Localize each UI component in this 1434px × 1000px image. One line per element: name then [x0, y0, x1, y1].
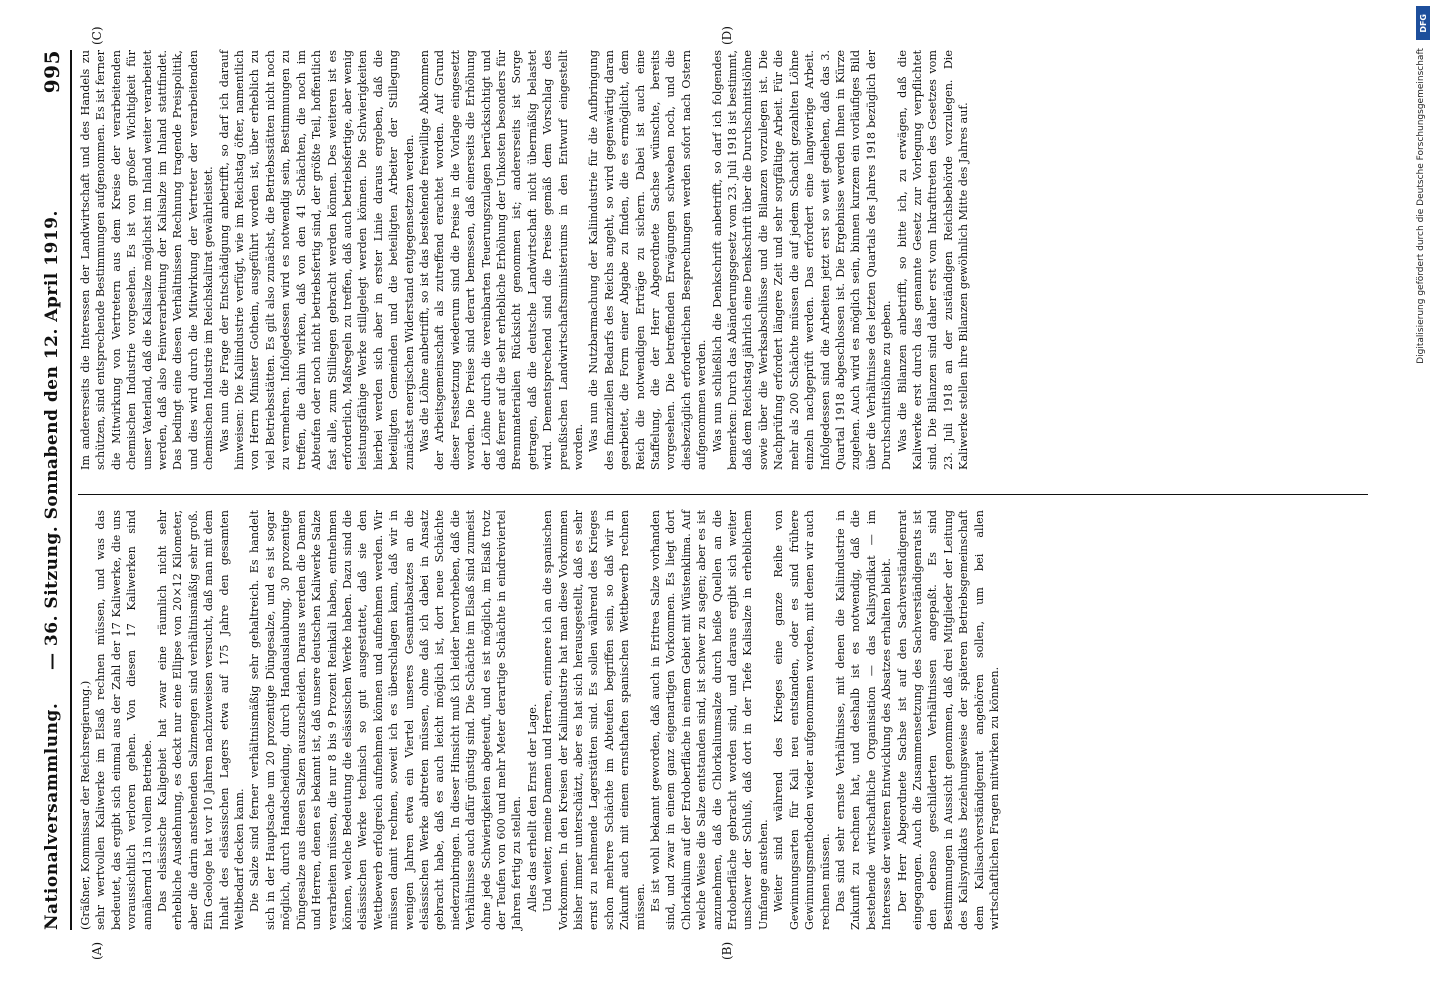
margin-mark-d: (D)	[720, 26, 734, 45]
paragraph: Weiter sind während des Krieges eine ganze Reihe von Gewinnungsarten für Kali neu entstanden, oder es sind frühere Gewinnungsmethoden wieder aufgenommen worden, mit denen wir auch rechnen müssen.	[772, 510, 832, 930]
digitization-note: Digitalisierung gefördert durch die Deutsche Forschungsgemeinschaft	[1416, 48, 1426, 364]
paragraph: Und weiter, meine Damen und Herren, erinnere ich an die spanischen Vorkommen. In den Kreisen der Kaliindustrie hat man diese Vorkommen bisher immer unterschätzt, aber es hat sich herausgestellt, daß es sehr ernst zu nehmende Lagerstätten sind. Es sollen während des Krieges schon mehrere Schächte im Abteufen begriffen sein, so daß wir in Zukunft auch mit einem ernsthaften spanischen Wettbewerb rechnen müssen.	[541, 510, 647, 930]
paragraph: sehr wertvollen Kaliwerke im Elsaß rechnen müssen, und was das bedeutet, das ergibt sich einmal aus der Zahl der 17 Kaliwerke, die uns voraussichtlich verloren gehen. Von diesen 17 Kaliwerken sind annähernd 13 in vollem Betriebe.	[94, 510, 154, 930]
paragraph: Das sind sehr ernste Verhältnisse, mit denen die Kaliindustrie in Zukunft zu rechnen hat, und deshalb ist es notwendig, daß die bestehende wirtschaftliche Organisation — das Kalisyndikat — im Interesse der weiteren Entwicklung des Absatzes erhalten bleibt.	[833, 510, 894, 930]
paragraph: Das elsässische Kaligebiet hat zwar eine räumlich nicht sehr erhebliche Ausdehnung, es deckt nur eine Ellipse von 20×12 Kilometer, aber die darin anstehenden Salzmengen sind verhältnismäßig sehr groß. Ein Geologe hat vor 10 Jahren nachzuweisen versucht, daß man mit dem Inhalt des elsässischen Lagers etwa auf 175 Jahre den gesamten Weltbedarf decken kann.	[156, 510, 247, 930]
left-column	[78, 510, 1378, 930]
paragraph: Der Herr Abgeordnete Sachse ist auf den Sachverständigenrat eingegangen. Auch die Zusammensetzung des Sachverständigenrats ist den ebenso geschilderten Verhältnissen angepaßt. Es sind Bestimmungen in Aussicht genommen, daß drei Mitglieder der Leitung des Kalisyndikats beziehungsweise der späteren Betriebsgemeinschaft dem Kalisachverständigenrat angehören sollen, um bei allen wirtschaftlichen Fragen mitwirken zu können.	[895, 510, 1001, 930]
header-center: — 36. Sitzung. Sonnabend den 12. April 1919.	[42, 210, 62, 670]
paragraph: Die Salze sind ferner verhältnismäßig sehr gehaltreich. Es handelt sich in der Hauptsache um 20 prozentige Düngesalze, und es ist sogar möglich, durch Handscheidung, durch Handauslaubung, 30 prozentige Düngesalze aus diesen Salzen auszuscheiden. Daraus werden die Damen und Herren, denen es bekannt ist, daß unsere deutschen Kaliwerke Salze verarbeiten müssen, die nur 8 bis 9 Prozent Reinkali haben, entnehmen können, welche Bedeutung die elsässischen Werke haben. Dazu sind die elsässischen Werke technisch so gut ausgestattet, daß sie den Wettbewerb erfolgreich aufnehmen können und aufnehmen werden. Wir müssen damit rechnen, soweit ich es überschlagen kann, daß wir in wenigen Jahren etwa ein Viertel unseres Gesamtabsatzes an die elsässischen Werke abtreten müssen, ohne daß ich dabei in Ansatz gebracht habe, daß es auch leicht möglich ist, dort neue Schächte niederzubringen. In dieser Hinsicht muß ich leider hervorheben, daß die Verhältnisse auch dafür günstig sind. Die Schächte im Elsaß sind zumeist ohne jede Schwierigkeiten abgeteuft, und es ist möglich, im Elsaß trotz der Teufen von 600 und mehr Meter derartige Schächte in eindreiviertel Jahren fertig zu stellen.	[248, 510, 524, 930]
header-rule	[70, 50, 72, 930]
margin-mark-b: (B)	[720, 941, 734, 960]
page-number: 995	[40, 50, 64, 94]
paragraph: (Gräßner, Kommissar der Reichsregierung.)	[79, 680, 92, 930]
paragraph: Was nun die Frage der Entschädigung anbetrifft, so darf ich darauf hinweisen: Die Kaliindustrie verfügt, wie im Reichstag öfter, namentlich von Herrn Minister Gothein, ausgeführt worden ist, über erheblich zu viel Betriebsstätten. Es gilt also zunächst, die Betriebsstätten nicht noch zu vermehren. Infolgedessen wird es notwendig sein, Bestimmungen zu treffen, die dahin wirken, daß von den 41 Schächten, die noch im Abteufen oder noch nicht betriebsfertig sind, der größte Teil, hoffentlich fast alle, zum Stilliegen gebracht werden können. Des weiteren ist es erforderlich, Maßregeln zu treffen, daß auch betriebsfertige, aber wenig leistungsfähige Werke stillgelegt werden können. Die Schwierigkeiten hierbei werden sich aber in erster Linie daraus ergeben, daß die beteiligten Gemeinden und die beteiligten Arbeiter der Stillegung zunächst energischen Widerstand entgegensetzen werden.	[217, 50, 416, 470]
margin-mark-c: (C)	[90, 26, 104, 45]
dfg-logo	[1416, 6, 1430, 40]
paragraph: Es ist wohl bekannt geworden, daß auch in Eritrea Salze vorhanden sind, und zwar in einem ganz eigenartigen Vorkommen. Es liegt dort Chlorkalium auf der Erdoberfläche in einem Gebiet mit Wüstenklima. Auf welche Weise die Salze entstanden sind, ist schwer zu sagen; aber es ist anzunehmen, daß die Chlorkaliumsalze durch heiße Quellen an die Erdoberfläche gebracht worden sind, und daraus ergibt sich weiter unschwer der Schluß, daß dort in der Tiefe Kalisalze in erheblichem Umfange anstehen.	[649, 510, 770, 930]
paragraph: Was die Bilanzen anbetrifft, so bitte ich, zu erwägen, daß die Kaliwerke erst durch das genannte Gesetz zur Vorlegung verpflichtet sind. Die Bilanzen sind daher erst vom Inkrafttreten des Gesetzes vom 23. Juli 1918 an der zuständigen Reichsbehörde vorzulegen. Die Kaliwerke stellen ihre Bilanzen gewöhnlich Mitte des Jahres auf.	[895, 50, 971, 470]
header-left: Nationalversammlung.	[42, 702, 62, 930]
paragraph: Was nun die Nutzbarmachung der Kaliindustrie für die Aufbringung des finanziellen Bedarfs des Reichs angeht, so wird gegenwärtig daran gearbeitet, die Form einer Abgabe zu finden, die es ermöglicht, dem Reich die notwendigen Erträge zu sichern. Dabei ist auch eine Staffelung, die der Herr Abgeordnete Sachse wünschte, bereits vorgesehen. Die betreffenden Erwägungen schweben noch, und die diesbezüglich erforderlichen Besprechungen werden sofort nach Ostern aufgenommen werden.	[587, 50, 709, 470]
column-divider	[78, 494, 1368, 495]
dfg-logo-text: DFG	[1418, 13, 1428, 33]
paragraph: Alles das erhellt den Ernst der Lage.	[525, 703, 539, 912]
margin-mark-a: (A)	[90, 941, 104, 960]
right-column	[78, 50, 1378, 470]
paragraph: Was die Löhne anbetrifft, so ist das bestehende freiwillige Abkommen der Arbeitsgemeinschaft als zutreffend erachtet worden. Auf Grund dieser Festsetzung wiederum sind die Preise in die Vorlage eingesetzt worden. Die Preise sind derart bemessen, daß einerseits die Erhöhung der Löhne durch die vereinbarten Teuerungszulagen berücksichtigt und daß ferner auf die sehr erhebliche Erhöhung der Unkosten besonders für Brennmaterialien Rücksicht genommen ist; andererseits ist Sorge getragen, daß die deutsche Landwirtschaft nicht übermäßig belastet wird. Dementsprechend sind die Preise gemäß dem Vorschlag des preußischen Landwirtschaftsministeriums in den Entwurf eingestellt worden.	[417, 50, 585, 470]
paragraph: Im andererseits die Interessen der Landwirtschaft und des Handels zu schützen, sind entsprechende Bestimmungen aufgenommen. Es ist ferner die Mitwirkung von Vertretern aus dem Kreise der verarbeitenden chemischen Industrie vorgesehen. Es ist von großer Wichtigkeit für unser Vaterland, daß die Kalisalze möglichst im Inland weiter verarbeitet werden, daß also Feinverarbeitung der Kalisalze im Inland stattfindet. Das bedingt eine diesen Verhältnissen Rechnung tragende Preispolitik, und dies wird durch die Mitwirkung der Vertreter der verarbeitenden chemischen Industrie im Reichskalirat gewährleistet.	[79, 50, 216, 470]
page-header	[38, 50, 68, 930]
paragraph: Was nun schließlich die Denkschrift anbetrifft, so darf ich folgendes bemerken: Durch das Abänderungsgesetz vom 23. Juli 1918 ist bestimmt, daß dem Reichstag jährlich eine Denkschrift über die Durchschnittslöhne sowie über die Werksabschlüsse und die Bilanzen vorzulegen ist. Die Nachprüfung erfordert längere Zeit und sehr sorgfältige Arbeit. Für die mehr als 200 Schächte müssen die auf jedem Schacht gezahlten Löhne einzeln nachgeprüft werden. Das erfordert eine langwierige Arbeit. Infolgedessen sind die Arbeiten jetzt erst so weit gediehen, daß das 3. Quartal 1918 abgeschlossen ist. Die Ergebnisse werden Ihnen in Kürze zugehen. Auch wird es möglich sein, binnen kurzem ein vorläufiges Bild über die Verhältnisse des letzten Quartals des Jahres 1918 bezüglich der Durchschnittslöhne zu geben.	[710, 50, 894, 470]
